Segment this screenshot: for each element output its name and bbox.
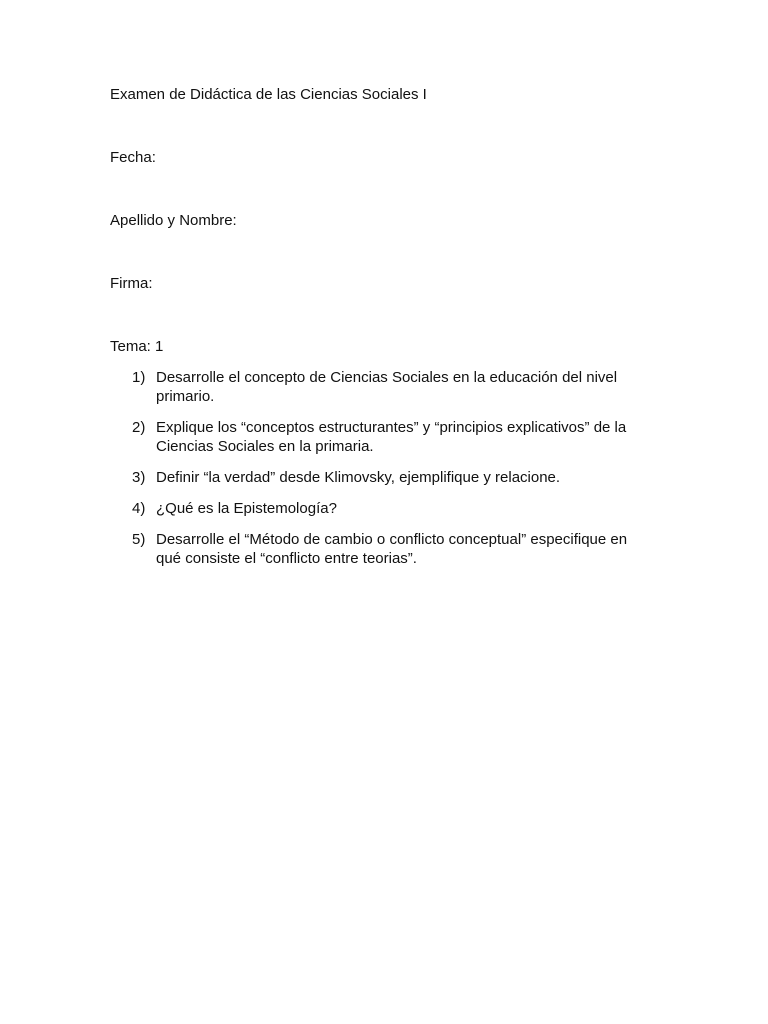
question-text: Definir “la verdad” desde Klimovsky, ejemplifique y relacione.	[156, 469, 561, 486]
question-text: Explique los “conceptos estructurantes” y “principios explicativos” de la Ciencias Sociales en la primaria.	[156, 419, 627, 455]
question-text: Desarrolle el concepto de Ciencias Sociales en la educación del nivel primario.	[156, 369, 618, 405]
signature-label: Firma:	[110, 275, 153, 292]
name-label: Apellido y Nombre:	[110, 212, 237, 229]
question-number: 1)	[132, 369, 146, 386]
question-list	[132, 368, 652, 580]
question-item-2	[132, 418, 652, 456]
question-number: 4)	[132, 500, 146, 517]
question-number: 2)	[132, 419, 146, 436]
question-item-1	[132, 368, 652, 406]
question-number: 3)	[132, 469, 146, 486]
date-label: Fecha:	[110, 149, 156, 166]
question-item-3	[132, 468, 652, 487]
exam-title: Examen de Didáctica de las Ciencias Sociales I	[110, 86, 427, 103]
question-number: 5)	[132, 531, 146, 548]
question-item-4	[132, 499, 652, 518]
question-text: Desarrolle el “Método de cambio o conflicto conceptual” especifique en qué consiste el “conflicto entre teorias”.	[156, 531, 628, 567]
question-text: ¿Qué es la Epistemología?	[156, 500, 337, 517]
topic-label: Tema: 1	[110, 338, 164, 355]
question-item-5	[132, 530, 652, 568]
